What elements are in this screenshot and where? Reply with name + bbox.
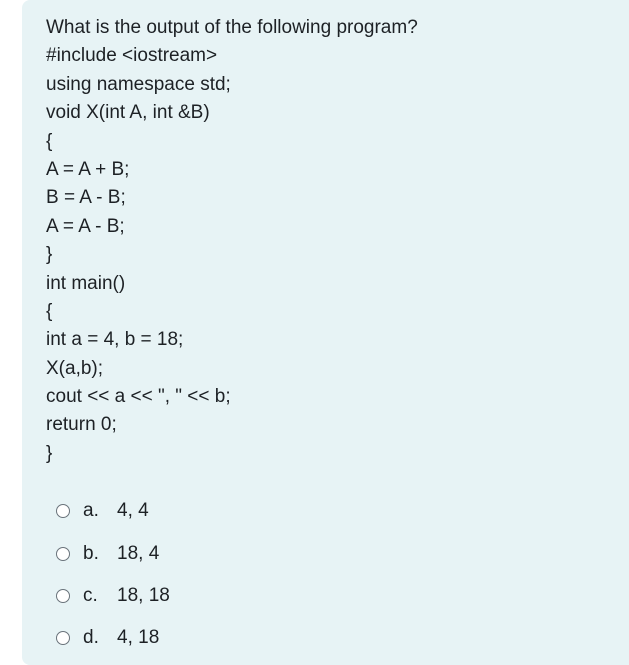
code-line: void X(int A, int &B): [46, 102, 210, 124]
code-line: A = A + B;: [46, 158, 130, 180]
answer-letter: d.: [83, 627, 99, 649]
code-line: int a = 4, b = 18;: [46, 329, 184, 351]
radio-button-c[interactable]: [56, 589, 70, 603]
code-line: }: [46, 442, 53, 464]
answer-text: 4, 4: [117, 500, 149, 522]
code-line: }: [46, 244, 53, 266]
question-panel: [22, 0, 629, 665]
code-line: X(a,b);: [46, 357, 104, 379]
answer-option-a[interactable]: [56, 490, 170, 532]
answer-letter: a.: [83, 500, 99, 522]
code-line: int main(): [46, 272, 126, 294]
answer-options: [56, 490, 170, 660]
answer-text: 18, 4: [117, 542, 160, 564]
question-prompt: What is the output of the following program?: [46, 17, 418, 38]
answer-option-b[interactable]: [56, 532, 170, 574]
code-line: cout << a << ", " << b;: [46, 386, 231, 408]
question-text: [46, 14, 418, 468]
radio-button-b[interactable]: [56, 547, 70, 561]
answer-letter: c.: [83, 584, 98, 606]
answer-option-c[interactable]: [56, 575, 170, 617]
radio-button-a[interactable]: [56, 504, 70, 518]
code-line: A = A - B;: [46, 215, 125, 237]
answer-text: 18, 18: [117, 584, 170, 606]
code-line: using namespace std;: [46, 73, 231, 95]
answer-letter: b.: [83, 542, 99, 564]
answer-option-d[interactable]: [56, 617, 170, 659]
code-line: return 0;: [46, 414, 117, 436]
radio-button-d[interactable]: [56, 631, 70, 645]
code-line: #include <iostream>: [46, 45, 218, 67]
code-line: {: [46, 300, 53, 322]
answer-text: 4, 18: [117, 627, 160, 649]
code-line: {: [46, 130, 53, 152]
code-line: B = A - B;: [46, 187, 126, 209]
